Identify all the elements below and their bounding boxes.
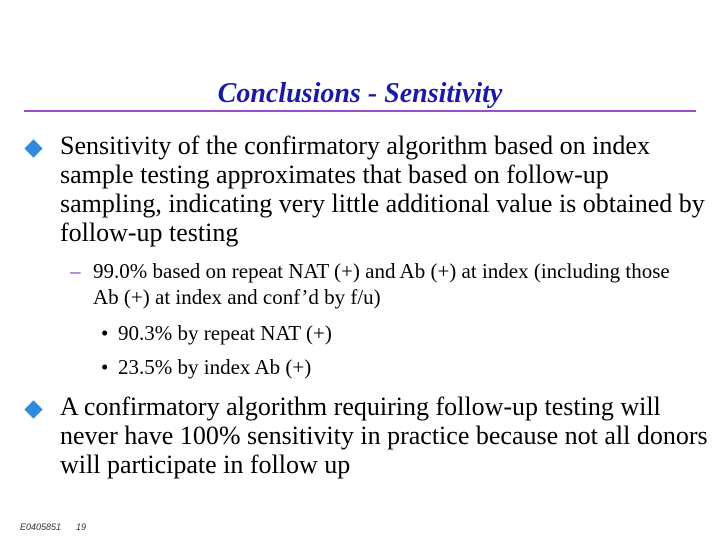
- title-underline: [24, 110, 696, 112]
- sub-sub-bullet-2-text: 23.5% by index Ab (+): [118, 355, 312, 379]
- sub-sub-bullet-1-text: 90.3% by repeat NAT (+): [118, 321, 332, 345]
- bullet-diamond-icon: [24, 139, 42, 157]
- dash-marker: –: [70, 259, 81, 283]
- dot-marker: •: [101, 355, 109, 379]
- footer-page-number: 19: [76, 522, 87, 532]
- dot-marker: •: [101, 321, 109, 345]
- bullet-diamond-icon: [24, 400, 42, 418]
- bullet-2-text: A confirmatory algorithm requiring follow-up testing will never have 100% sensitivity in practice because not all donors will participate in follow up: [60, 392, 708, 479]
- sub-bullet-text: 99.0% based on repeat NAT (+) and Ab (+) at index (including those Ab (+) at index and conf’d by f/u): [93, 259, 670, 309]
- footer-doc-id: E0405851: [20, 522, 62, 532]
- slide-title: Conclusions - Sensitivity: [217, 78, 503, 109]
- bullet-1-text: Sensitivity of the confirmatory algorithm based on index sample testing approximates that based on follow-up sampling, indicating very little additional value is obtained by follow-up testing: [60, 131, 705, 247]
